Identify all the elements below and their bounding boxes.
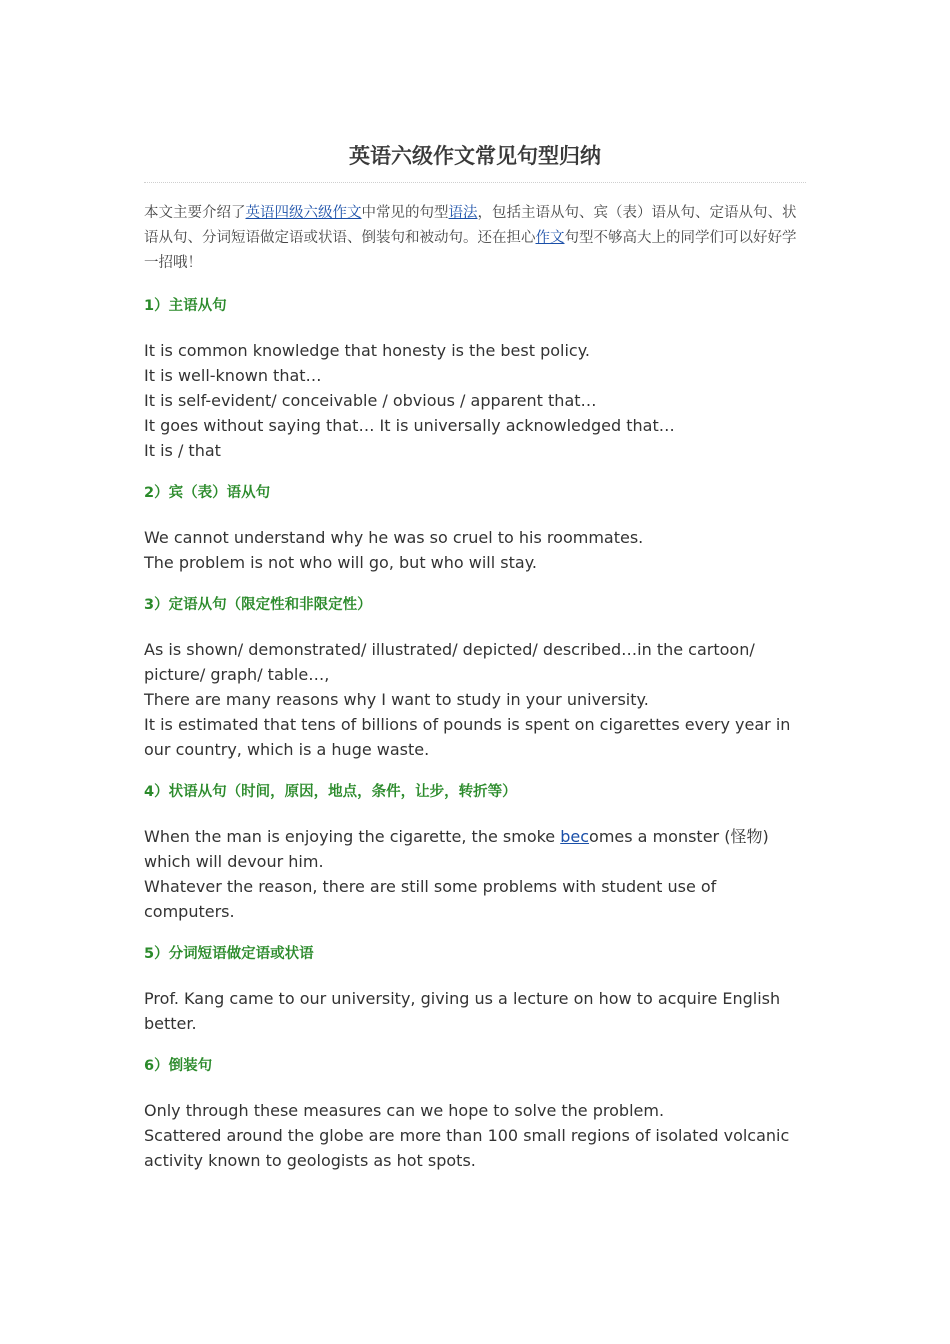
example-sentence: Scattered around the globe are more than 100 small regions of isolated volcanic activity known to geologists as hot spots. <box>144 1126 790 1170</box>
section-attributive-clause <box>144 593 806 762</box>
sentence-text: omes a monster (怪物) which will devour him. <box>144 827 769 871</box>
article-title: 英语六级作文常见句型归纳 <box>144 140 806 183</box>
example-sentence: It is estimated that tens of billions of pounds is spent on cigarettes every year in our country, which is a huge waste. <box>144 715 791 759</box>
example-sentence <box>144 824 806 874</box>
example-sentence: We cannot understand why he was so cruel to his roommates. <box>144 528 644 547</box>
writing-link[interactable]: 作文 <box>535 230 565 246</box>
section-heading: 1）主语从句 <box>144 298 227 314</box>
example-sentence: The problem is not who will go, but who will stay. <box>144 553 537 572</box>
example-sentences <box>144 1098 806 1173</box>
example-sentence: Prof. Kang came to our university, giving us a lecture on how to acquire English better. <box>144 989 781 1033</box>
sentence-text: When the man is enjoying the cigarette, the smoke <box>144 827 561 846</box>
example-sentences <box>144 824 806 924</box>
example-sentence: It goes without saying that… It is universally acknowledged that… <box>144 416 675 435</box>
section-heading: 3）定语从句（限定性和非限定性） <box>144 597 372 613</box>
intro-text: 中常见的句型 <box>361 205 449 221</box>
section-heading: 4）状语从句（时间，原因，地点，条件，让步，转折等） <box>144 784 517 800</box>
section-inversion <box>144 1054 806 1173</box>
cet-writing-link[interactable]: 英语四级六级作文 <box>245 205 362 221</box>
section-heading: 5）分词短语做定语或状语 <box>144 946 314 962</box>
example-sentence: As is shown/ demonstrated/ illustrated/ depicted/ described…in the cartoon/ picture/ graph/ table…, <box>144 640 755 684</box>
example-sentences <box>144 338 806 463</box>
intro-paragraph <box>144 201 806 276</box>
example-sentence: It is self-evident/ conceivable / obvious / apparent that… <box>144 391 597 410</box>
intro-text: ，包括主语从句、宾（表）语从句、定语从句、状语从句、分词短语做定语或状语、倒装句和被动句。还在担心 <box>144 205 797 246</box>
intro-text: 本文主要介绍了 <box>144 205 246 221</box>
example-sentences <box>144 986 806 1036</box>
section-participle-phrase <box>144 942 806 1036</box>
example-sentences <box>144 637 806 762</box>
section-heading: 6）倒装句 <box>144 1058 213 1074</box>
grammar-link[interactable]: 语法 <box>448 205 478 221</box>
section-subject-clause <box>144 294 806 463</box>
example-sentence: There are many reasons why I want to study in your university. <box>144 690 649 709</box>
section-adverbial-clause <box>144 780 806 924</box>
example-sentence: It is / that <box>144 441 221 460</box>
section-heading: 2）宾（表）语从句 <box>144 485 271 501</box>
example-sentence: Whatever the reason, there are still some problems with student use of computers. <box>144 877 717 921</box>
article-body <box>144 140 806 1173</box>
example-sentences <box>144 525 806 575</box>
example-sentence: It is well-known that… <box>144 366 322 385</box>
intro-text: 句型不够高大上的同学们可以好好学一招哦！ <box>144 230 797 271</box>
example-sentence: Only through these measures can we hope to solve the problem. <box>144 1101 665 1120</box>
example-sentence: It is common knowledge that honesty is the best policy. <box>144 341 590 360</box>
becomes-link[interactable]: bec <box>560 827 590 846</box>
section-object-clause <box>144 481 806 575</box>
